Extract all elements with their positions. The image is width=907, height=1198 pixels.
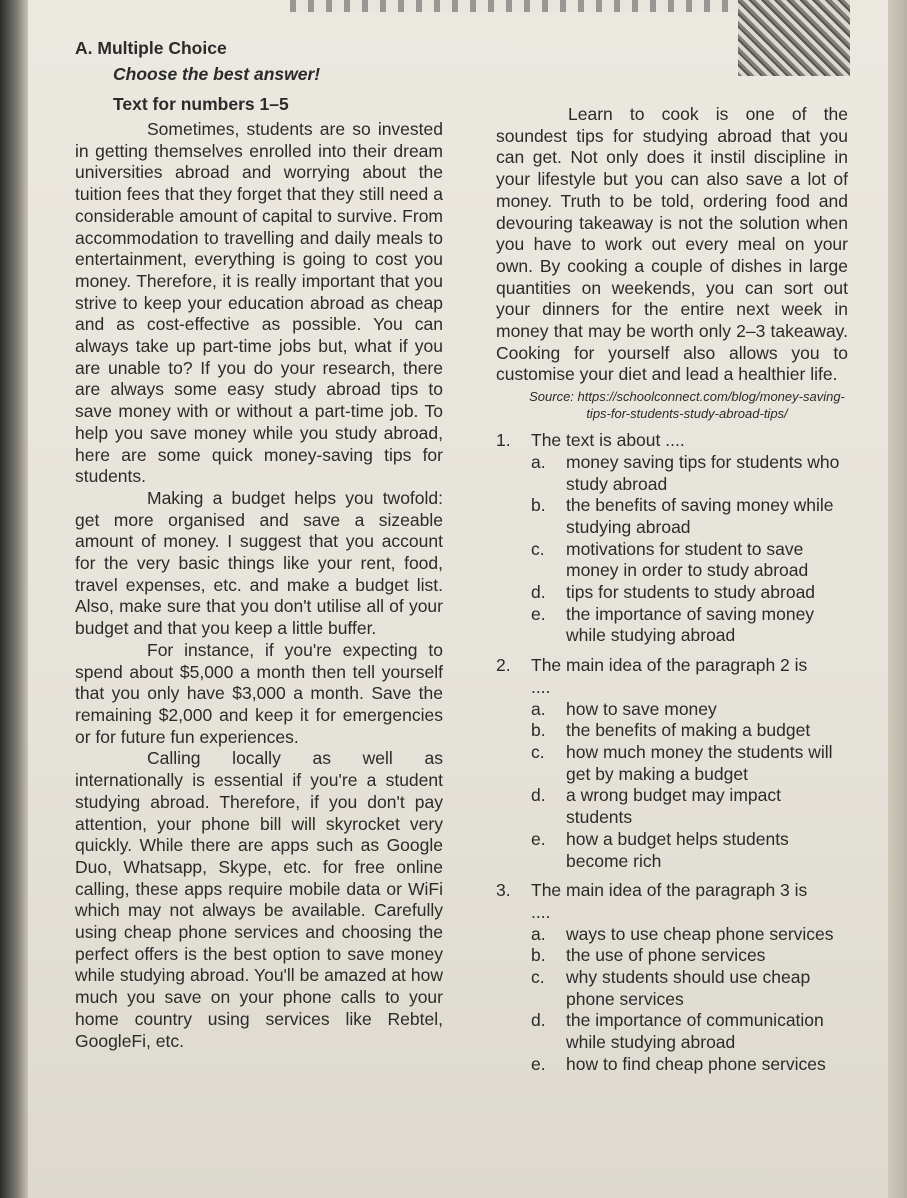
question-1 <box>496 430 848 647</box>
question-number: 3. <box>496 880 511 901</box>
source-citation: Source: https://schoolconnect.com/blog/money-saving-tips-for-students-study-abroad-tips/ <box>529 389 845 422</box>
question-dots: .... <box>531 901 551 922</box>
paragraph-4-text: Calling locally as well as internationally is essential if you're a student studying abroad. Therefore, if you don't pay attention, your phone bill will skyrocket very quickly. While there are apps such as Google Duo, Whatsapp, Skype, etc. for free online calling, these apps require mobile data or WiFi which may not always be available. Carefully using cheap phone services and choosing the perfect offers is the best option to save money while studying abroad. You'll be amazed at how much you save on your phone calls to your home country using services like Rebtel, GoogleFi, etc. <box>75 748 443 1051</box>
option[interactable]: b. the use of phone services <box>531 945 766 966</box>
page-right-edge <box>888 0 907 1198</box>
option[interactable]: e. the importance of saving money while studying abroad <box>531 603 815 646</box>
option[interactable]: a. money saving tips for students who study abroad <box>531 451 840 494</box>
paragraph-3-text: For instance, if you're expecting to spend about $5,000 a month then tell yourself that you only have $3,000 a month. Save the remaining $2,000 and keep it for emergencies or for future fun experiences. <box>75 639 443 747</box>
paragraph-1 <box>75 119 443 488</box>
paragraph-1-text: Sometimes, students are so invested in getting themselves enrolled into their dream universities abroad and worrying about the tuition fees that they forget that they still need a considerable amount of capital to survive. From accommodation to travelling and daily meals to entertainment, everything is going to cost you money. Therefore, it is really important that you strive to keep your education abroad as cheap and as cost-effective as possible. You can always take up part-time jobs but, what if you are unable to? If you do your research, there are always some easy study abroad tips to save money with or without a part-time job. To help you save money while you study abroad, here are some quick money-saving tips for students. <box>75 119 443 487</box>
question-2 <box>496 655 848 872</box>
question-number: 2. <box>496 655 511 676</box>
paragraph-4 <box>75 748 443 1052</box>
question-stem: The text is about .... <box>531 430 685 451</box>
option[interactable]: c. motivations for student to save money in order to study abroad <box>531 538 809 581</box>
paragraph-5-text: Learn to cook is one of the soundest tips for studying abroad that you can get. Not only does it instil discipline in your lifestyle but you can also save a lot of money. Truth to be told, ordering food and devouring takeaway is not the solution when you have to work out every meal on your own. By cooking a couple of dishes in large quantities on weekends, you can sort out your dinners for the entire next week in money that may be worth only 2–3 takeaway. Cooking for yourself also allows you to customise your diet and lead a healthier life. <box>496 104 848 385</box>
question-number: 1. <box>496 430 511 451</box>
option[interactable]: d. a wrong budget may impact students <box>531 785 781 828</box>
passage-left-column <box>75 119 443 1052</box>
option[interactable]: b. the benefits of saving money while studying abroad <box>531 495 834 537</box>
option[interactable]: e. how a budget helps students become rich <box>531 828 789 871</box>
option[interactable]: a. how to save money <box>531 698 717 719</box>
decorative-photo-thumbnail <box>738 0 850 76</box>
page-left-shadow <box>0 0 28 1198</box>
option[interactable]: d. the importance of communication while studying abroad <box>531 1010 824 1053</box>
question-dots: .... <box>531 676 551 697</box>
option[interactable]: c. why students should use cheap phone services <box>531 967 811 1009</box>
torn-top-strip <box>290 0 740 12</box>
question-stem: The main idea of the paragraph 2 is <box>531 655 808 676</box>
option[interactable]: d. tips for students to study abroad <box>531 582 816 603</box>
option[interactable]: a. ways to use cheap phone services <box>531 923 834 944</box>
option[interactable]: e. how to find cheap phone services <box>531 1053 826 1074</box>
option[interactable]: c. how much money the students will get by making a budget <box>531 741 833 784</box>
question-stem: The main idea of the paragraph 3 is <box>531 880 808 901</box>
paragraph-5 <box>496 104 848 386</box>
paragraph-2-text: Making a budget helps you twofold: get more organised and save a sizeable amount of money. I suggest that you account for the very basic things like your rent, food, travel expenses, etc. and make a budget list. Also, make sure that you don't utilise all of your budget and that you keep a little buffer. <box>75 487 443 639</box>
paragraph-2 <box>75 488 443 640</box>
option[interactable]: b. the benefits of making a budget <box>531 720 811 741</box>
right-column <box>496 104 848 1076</box>
text-label: Text for numbers 1–5 <box>113 94 289 114</box>
instruction: Choose the best answer! <box>113 64 321 84</box>
paragraph-3 <box>75 640 443 749</box>
section-title: A. Multiple Choice <box>75 38 227 58</box>
question-3 <box>496 880 848 1075</box>
